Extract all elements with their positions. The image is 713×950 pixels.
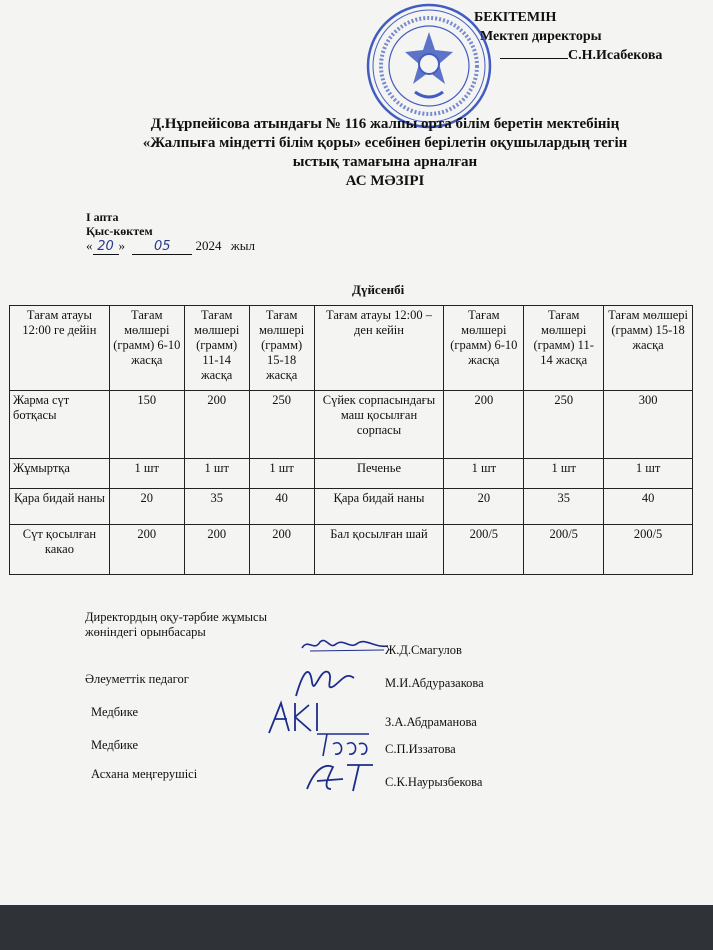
heading-title: АС МӘЗІРІ: [345, 173, 425, 189]
table-cell: 250: [249, 391, 314, 459]
handwritten-signature: [303, 759, 383, 795]
header-cell: Тағам атауы 12:00 ге дейін: [10, 306, 110, 391]
signer-name: С.П.Иззатова: [385, 742, 456, 756]
table-cell: 20: [444, 489, 524, 525]
table-cell: 1 шт: [109, 459, 184, 489]
table-cell: 200: [184, 391, 249, 459]
signer-role: Асхана меңгерушісі: [91, 767, 198, 781]
table-cell: 200: [184, 525, 249, 575]
table-cell: Жұмыртқа: [10, 459, 110, 489]
signer-role: [85, 610, 267, 640]
date-year: 2024: [195, 238, 222, 253]
approval-title: БЕКІТЕМІН: [474, 10, 557, 25]
table-cell: Бал қосылған шай: [314, 525, 444, 575]
table-cell: 200: [249, 525, 314, 575]
header-cell: Тағам мөлшері (грамм) 11-14 жасқа: [524, 306, 604, 391]
signature-row: [85, 767, 605, 797]
header-cell: Тағам мөлшері (грамм) 6-10 жасқа: [109, 306, 184, 391]
table-cell: Жарма сүт ботқасы: [10, 391, 110, 459]
day-title: Дүйсенбі: [352, 282, 405, 297]
signature-row: [85, 672, 605, 702]
date-month: 05: [132, 239, 192, 255]
handwritten-signature: [313, 730, 373, 760]
table-cell: 200/5: [524, 525, 604, 575]
table-row: [10, 391, 693, 459]
season-label: Қыс-көктем: [86, 224, 153, 238]
table-cell: 300: [604, 391, 693, 459]
table-row: [10, 525, 693, 575]
table-header-row: [10, 306, 693, 391]
table-cell: Сүйек сорпасындағы маш қосылған сорпасы: [314, 391, 444, 459]
table-cell: 35: [184, 489, 249, 525]
date-line: [86, 238, 255, 255]
menu-table: [9, 305, 693, 575]
signer-role-line: Директордың оқу-тәрбие жұмысы: [85, 610, 267, 624]
heading-line-1: Д.Нұрпейісова атындағы № 116 жалпы орта білім беретін мектебінің: [150, 116, 620, 132]
approval-block: [440, 8, 710, 65]
table-row: [10, 459, 693, 489]
table-cell: 1 шт: [524, 459, 604, 489]
table-cell: 35: [524, 489, 604, 525]
header-cell: Тағам мөлшері (грамм) 15-18 жасқа: [249, 306, 314, 391]
table-cell: 40: [249, 489, 314, 525]
table-row: [10, 489, 693, 525]
header-cell: Тағам мөлшері (грамм) 15-18 жасқа: [604, 306, 693, 391]
table-cell: 200: [109, 525, 184, 575]
signer-name: З.А.Абдраманова: [385, 715, 477, 729]
signer-name: М.И.Абдуразакова: [385, 676, 484, 690]
handwritten-signature: [300, 634, 390, 656]
table-cell: Қара бидай наны: [10, 489, 110, 525]
heading-line-3: ыстық тамағына арналған: [292, 154, 478, 170]
date-open-quote: «: [86, 238, 93, 253]
date-suffix: жыл: [230, 238, 255, 253]
document-heading: [90, 115, 680, 191]
table-cell: 150: [109, 391, 184, 459]
table-cell: 250: [524, 391, 604, 459]
table-cell: 1 шт: [604, 459, 693, 489]
signature-row: [85, 610, 605, 657]
signer-role: Медбике: [91, 705, 139, 719]
header-cell: Тағам атауы 12:00 – ден кейін: [314, 306, 444, 391]
signer-role: Медбике: [91, 738, 139, 752]
table-cell: 1 шт: [184, 459, 249, 489]
handwritten-signature: [290, 662, 360, 702]
signer-name: С.К.Наурызбекова: [385, 775, 483, 789]
approval-position: Мектеп директоры: [480, 29, 602, 44]
approval-name: С.Н.Исабекова: [568, 48, 663, 63]
table-cell: 200/5: [604, 525, 693, 575]
heading-line-2: «Жалпыға міндетті білім қоры» есебінен берілетін оқушылардың тегін: [142, 135, 628, 151]
signer-role: Әлеуметтік педагог: [85, 672, 189, 686]
table-cell: Сүт қосылған какао: [10, 525, 110, 575]
header-cell: Тағам мөлшері (грамм) 11-14 жасқа: [184, 306, 249, 391]
table-cell: 1 шт: [249, 459, 314, 489]
header-cell: Тағам мөлшері (грамм) 6-10 жасқа: [444, 306, 524, 391]
table-cell: 200/5: [444, 525, 524, 575]
table-cell: 200: [444, 391, 524, 459]
date-day: 20: [93, 239, 119, 255]
table-cell: Қара бидай наны: [314, 489, 444, 525]
approval-signature-line: [500, 58, 568, 59]
week-info: [86, 210, 153, 238]
table-cell: 20: [109, 489, 184, 525]
table-cell: Печенье: [314, 459, 444, 489]
signer-name: Ж.Д.Смагулов: [385, 643, 462, 657]
table-cell: 1 шт: [444, 459, 524, 489]
table-cell: 40: [604, 489, 693, 525]
date-close-quote: »: [118, 238, 125, 253]
signer-role-line: жөніндегі орынбасары: [85, 625, 206, 639]
week-label: І апта: [86, 210, 119, 224]
